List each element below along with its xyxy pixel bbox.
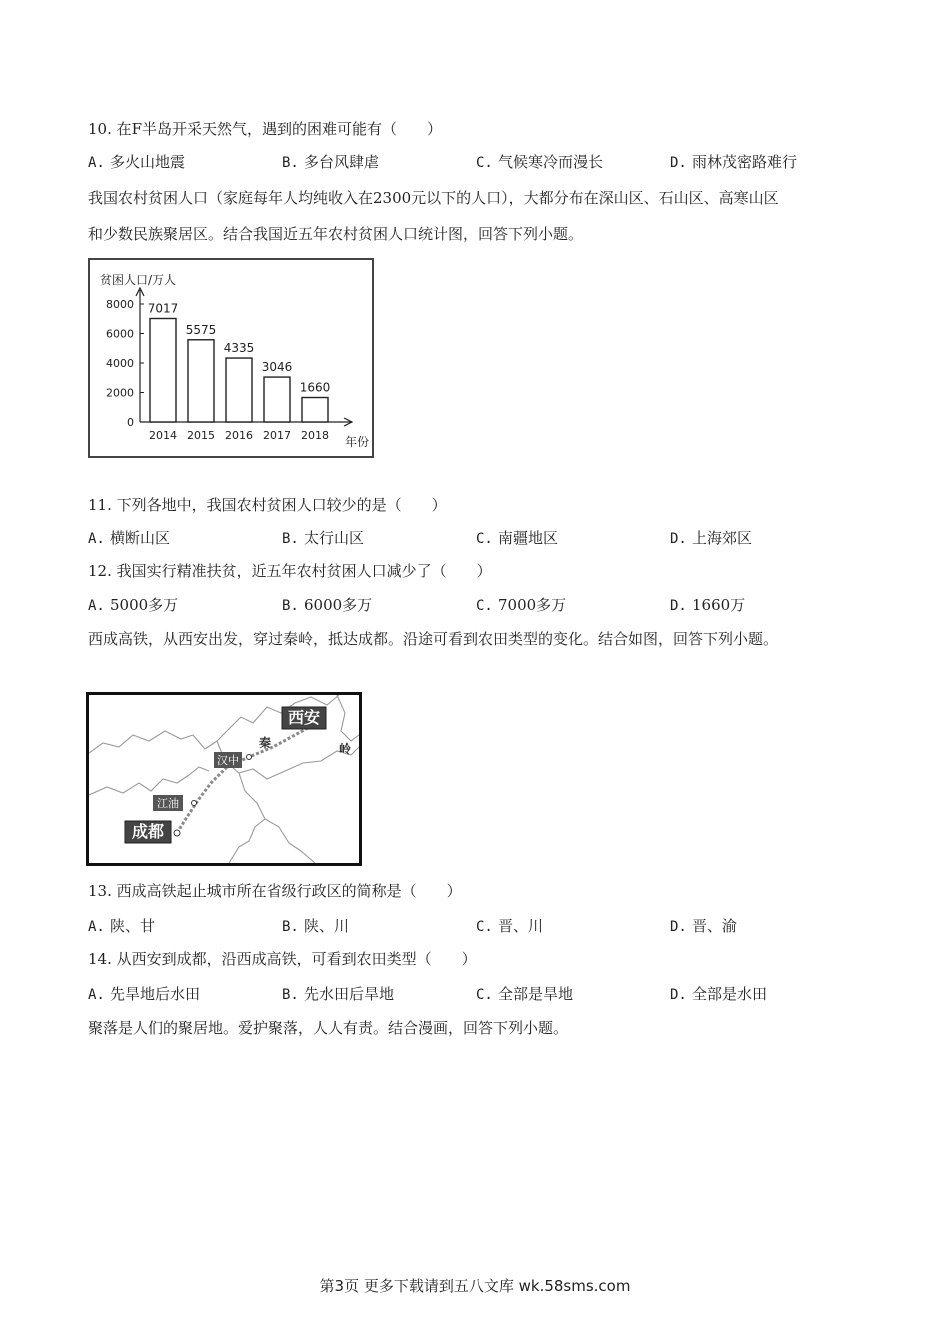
y-tick-label: 0 xyxy=(127,416,134,429)
x-tick-label: 2016 xyxy=(225,429,253,442)
q12-stem: 12. 我国实行精准扶贫，近五年农村贫困人口减少了（ ） xyxy=(88,562,492,580)
option-c[interactable]: C. 气候寒冷而漫长 xyxy=(476,153,604,171)
chart-ylabel: 贫困人口/万人 xyxy=(100,273,177,287)
option-d[interactable]: D. 雨林茂密路难行 xyxy=(670,153,798,171)
map-boundary xyxy=(337,695,359,741)
intro-paragraph-1a: 我国农村贫困人口（家庭每年人均纯收入在2300元以下的人口），大都分布在深山区、石山区、高寒山区 xyxy=(88,189,779,207)
y-tick-label: 6000 xyxy=(106,327,134,341)
q14-options xyxy=(88,983,868,1005)
intro-paragraph-1b: 和少数民族聚居区。结合我国近五年农村贫困人口统计图，回答下列小题。 xyxy=(88,225,584,243)
option-b[interactable]: B. 多台风肆虐 xyxy=(282,153,380,171)
option-a[interactable]: A. 先旱地后水田 xyxy=(88,985,201,1003)
option-c[interactable]: C. 7000多万 xyxy=(476,596,567,614)
jiangyou-label: 江油 xyxy=(157,797,179,810)
bar-value-label: 5575 xyxy=(185,322,217,337)
jiangyou-dot xyxy=(192,801,197,806)
q10-stem: 10. 在F半岛开采天然气，遇到的困难可能有（ ） xyxy=(88,120,443,138)
option-d[interactable]: D. 晋、渝 xyxy=(670,917,738,935)
q11-options xyxy=(88,527,868,549)
option-a[interactable]: A. 横断山区 xyxy=(88,529,171,547)
chart-bar xyxy=(150,318,176,422)
chart-svg xyxy=(90,260,372,456)
railway-map xyxy=(86,692,362,866)
q13-options xyxy=(88,915,868,937)
ling-label: 岭 xyxy=(339,742,352,756)
xian-label: 西安 xyxy=(287,708,321,727)
q13-stem: 13. 西成高铁起止城市所在省级行政区的简称是（ ） xyxy=(88,882,462,900)
y-tick-label: 4000 xyxy=(106,357,134,370)
option-a[interactable]: A. 5000多万 xyxy=(88,596,179,614)
chart-yticks xyxy=(106,298,144,429)
intro-paragraph-3: 聚落是人们的聚居地。爱护聚落，人人有责。结合漫画，回答下列小题。 xyxy=(88,1019,569,1037)
option-d[interactable]: D. 上海郊区 xyxy=(670,529,753,547)
railway-line xyxy=(177,725,313,833)
y-tick-label: 8000 xyxy=(106,298,134,311)
chart-bar xyxy=(264,377,290,422)
chart-bar xyxy=(302,398,328,422)
bar-value-label: 7017 xyxy=(147,301,179,316)
option-b[interactable]: B. 6000多万 xyxy=(282,596,373,614)
chart-xticks xyxy=(149,429,329,442)
option-c[interactable]: C. 全部是旱地 xyxy=(476,985,574,1003)
intro-paragraph-2: 西成高铁，从西安出发，穿过秦岭，抵达成都。沿途可看到农田类型的变化。结合如图，回答下列小题。 xyxy=(88,630,779,648)
q14-stem: 14. 从西安到成都，沿西成高铁，可看到农田类型（ ） xyxy=(88,950,477,968)
option-b[interactable]: B. 先水田后旱地 xyxy=(282,985,395,1003)
hanzhong-label: 汉中 xyxy=(217,754,239,767)
option-d[interactable]: D. 1660万 xyxy=(670,596,746,614)
option-a[interactable]: A. 多火山地震 xyxy=(88,153,186,171)
option-b[interactable]: B. 太行山区 xyxy=(282,529,365,547)
q12-options xyxy=(88,594,868,616)
q11-stem: 11. 下列各地中，我国农村贫困人口较少的是（ ） xyxy=(88,496,447,514)
map-svg xyxy=(89,695,359,863)
map-boundary xyxy=(229,819,265,863)
chart-xlabel: 年份 xyxy=(345,435,370,449)
option-a[interactable]: A. 陕、甘 xyxy=(88,917,156,935)
map-boundary xyxy=(89,731,217,753)
x-tick-label: 2017 xyxy=(263,429,291,442)
x-tick-label: 2014 xyxy=(149,429,177,442)
x-tick-label: 2015 xyxy=(187,429,215,442)
chengdu-label: 成都 xyxy=(131,822,165,841)
q10-options xyxy=(88,151,868,173)
x-tick-label: 2018 xyxy=(301,429,329,442)
chart-bar xyxy=(226,358,252,422)
option-d[interactable]: D. 全部是水田 xyxy=(670,985,768,1003)
bar-value-label: 3046 xyxy=(261,360,293,375)
map-boundary xyxy=(89,767,209,795)
chengdu-dot xyxy=(174,830,180,836)
option-c[interactable]: C. 南疆地区 xyxy=(476,529,559,547)
bar-value-label: 4335 xyxy=(223,341,255,356)
poverty-bar-chart xyxy=(88,258,374,458)
bar-value-label: 1660 xyxy=(299,380,331,395)
hanzhong-dot xyxy=(247,755,252,760)
qin-label: 秦 xyxy=(259,736,272,750)
option-c[interactable]: C. 晋、川 xyxy=(476,917,544,935)
y-tick-label: 2000 xyxy=(106,386,134,400)
map-boundary xyxy=(239,773,315,863)
option-b[interactable]: B. 陕、川 xyxy=(282,917,350,935)
page-footer[interactable]: 第3页 更多下载请到五八文库 wk.58sms.com xyxy=(319,1277,631,1295)
chart-bar xyxy=(188,340,214,422)
chart-bars xyxy=(150,318,328,422)
